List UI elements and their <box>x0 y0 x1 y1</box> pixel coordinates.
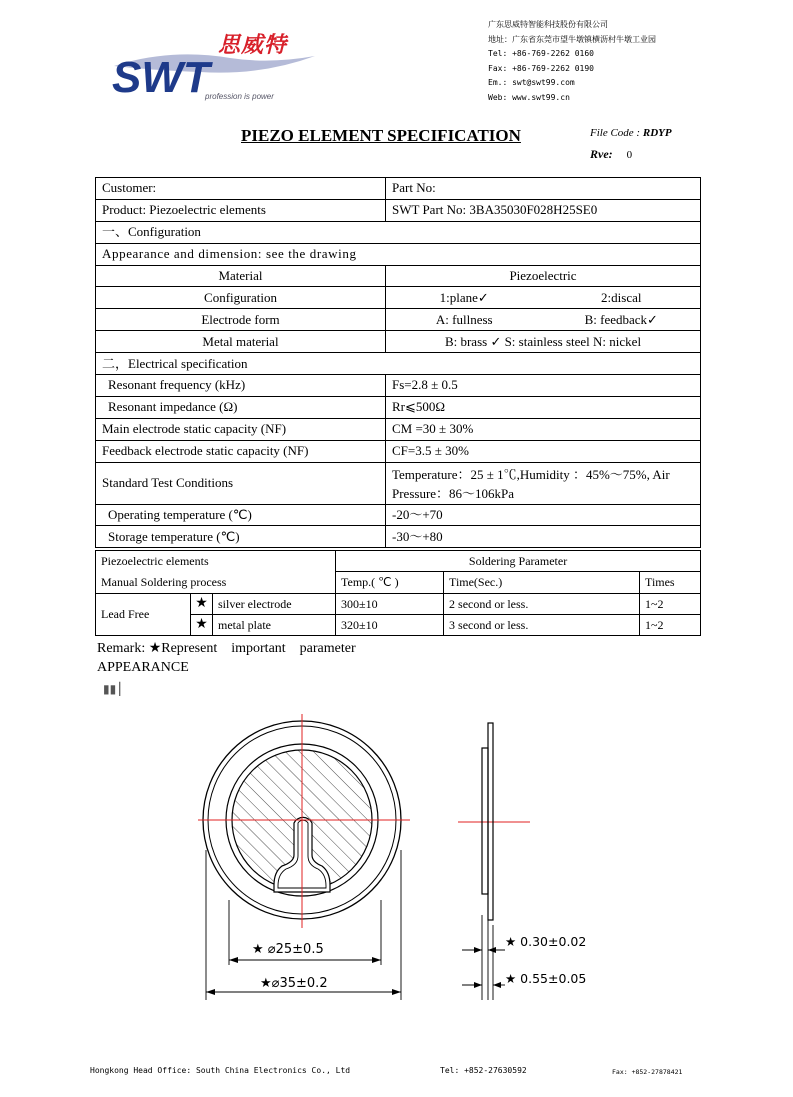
table-row <box>96 331 701 353</box>
solder-time: 3 second or less. <box>444 614 640 635</box>
piezo-drawing <box>0 700 793 1020</box>
solder-times: 1~2 <box>640 614 701 635</box>
table-row <box>96 221 701 243</box>
table-row <box>96 551 701 572</box>
footer-tel: Tel: +852-27630592 <box>440 1066 527 1075</box>
section-electrical: 二，Electrical specification <box>96 353 701 375</box>
table-row <box>96 440 701 462</box>
arrow-icon <box>493 982 501 988</box>
piezo-elements-label: Piezoelectric elements <box>96 551 336 572</box>
table-row <box>96 287 701 309</box>
config-option-plane: 1:plane✓ <box>386 287 543 309</box>
arrow-icon <box>474 947 482 953</box>
table-row <box>96 309 701 331</box>
spec-value: Fs=2.8 ± 0.5 <box>386 375 701 397</box>
table-row <box>96 526 701 548</box>
appearance-heading: APPEARANCE <box>97 660 189 675</box>
logo-text: SWT <box>112 53 210 102</box>
solder-temp: 300±10 <box>336 593 444 614</box>
revision-value: 0 <box>626 149 633 161</box>
config-option-discal: 2:discal <box>543 287 701 309</box>
metal-label: Metal material <box>96 331 386 353</box>
table-row <box>96 572 701 593</box>
electrode-option-fullness: A: fullness <box>386 309 543 331</box>
electrode-label: Electrode form <box>96 309 386 331</box>
storage-temp-value: -30～+80 <box>386 526 701 548</box>
file-code <box>590 127 672 139</box>
logo-tagline: profession is power <box>205 92 274 101</box>
dim-thickness-1: ★ 0.30±0.02 <box>505 934 587 949</box>
company-tel: Tel: +86-769-2262 0160 <box>488 49 594 58</box>
spec-table <box>95 177 701 548</box>
standard-test-label: Standard Test Conditions <box>96 462 386 504</box>
electrode-option-feedback: B: feedback✓ <box>543 309 701 331</box>
arrow-icon <box>392 989 401 995</box>
soldering-table <box>95 550 701 636</box>
logo-chinese: 思威特 <box>218 33 288 58</box>
spec-value: CM =30 ± 30% <box>386 418 701 440</box>
file-code-label: File Code : <box>590 127 641 139</box>
file-code-value: RDYP <box>642 127 672 139</box>
arrow-icon <box>488 947 496 953</box>
table-row <box>96 593 701 614</box>
spec-label: Resonant impedance (Ω) <box>96 396 386 418</box>
company-name: 广东思威特智能科技股份有限公司 <box>488 20 608 29</box>
footer-fax: Fax: +852-27878421 <box>612 1068 683 1076</box>
operating-temp-label: Operating temperature (℃) <box>96 504 386 526</box>
arrow-icon <box>372 957 381 963</box>
spec-label: Main electrode static capacity (NF) <box>96 418 386 440</box>
table-row <box>96 396 701 418</box>
part-no-label: Part No: <box>386 178 701 200</box>
manual-soldering-label: Manual Soldering process <box>96 572 336 593</box>
spec-value: Rr⩽500Ω <box>386 396 701 418</box>
material-value: Piezoelectric <box>386 265 701 287</box>
storage-temp-label: Storage temperature (℃) <box>96 526 386 548</box>
operating-temp-value: -20～+70 <box>386 504 701 526</box>
spec-label: Resonant frequency (kHz) <box>96 375 386 397</box>
table-row <box>96 504 701 526</box>
soldering-parameter-header: Soldering Parameter <box>336 551 701 572</box>
col-times: Times <box>640 572 701 593</box>
company-email: Em.: swt@swt99.com <box>488 78 575 87</box>
table-row <box>96 178 701 200</box>
material-label: Material <box>96 265 386 287</box>
table-row <box>96 462 701 504</box>
table-row <box>96 243 701 265</box>
section-configuration: 一、Configuration <box>96 221 701 243</box>
dim-inner-diameter: ★ ⌀25±0.5 <box>252 942 324 957</box>
company-info <box>488 18 656 105</box>
table-row <box>96 199 701 221</box>
solder-item: silver electrode <box>213 593 336 614</box>
metal-value: B: brass ✓ S: stainless steel N: nickel <box>386 331 701 353</box>
dim-thickness-2: ★ 0.55±0.05 <box>505 971 587 986</box>
company-fax: Fax: +86-769-2262 0190 <box>488 63 594 73</box>
table-row <box>96 375 701 397</box>
config-label: Configuration <box>96 287 386 309</box>
col-temp: Temp.( ℃ ) <box>336 572 444 593</box>
arrow-icon <box>229 957 238 963</box>
remark: Remark: ★Represent important parameter <box>97 641 356 656</box>
footer-office: Hongkong Head Office: South China Electronics Co., Ltd <box>90 1066 351 1075</box>
spec-value: CF=3.5 ± 30% <box>386 440 701 462</box>
company-web: Web: www.swt99.cn <box>488 92 570 102</box>
solder-time: 2 second or less. <box>444 593 640 614</box>
product-label: Product: Piezoelectric elements <box>96 199 386 221</box>
arrow-icon <box>206 989 215 995</box>
spec-label: Feedback electrode static capacity (NF) <box>96 440 386 462</box>
dim-outer-diameter: ★⌀35±0.2 <box>260 976 328 991</box>
standard-test-value: Temperature：25 ± 1℃,Humidity ：45%～75%, Air Pressure：86～106kPa <box>386 462 701 504</box>
appearance-line: Appearance and dimension: see the drawing <box>96 243 701 265</box>
table-row <box>96 265 701 287</box>
revision-label: Rve: <box>590 147 613 161</box>
customer-label: Customer: <box>96 178 386 200</box>
star-icon: ★ <box>191 614 213 635</box>
solder-times: 1~2 <box>640 593 701 614</box>
cursor-glyph-icon: ▮▮ ▏ <box>103 682 129 696</box>
side-view-ceramic <box>482 748 488 894</box>
swt-part-no: SWT Part No: 3BA35030F028H25SE0 <box>386 199 701 221</box>
table-row <box>96 353 701 375</box>
document-title: PIEZO ELEMENT SPECIFICATION <box>241 126 521 145</box>
table-row <box>96 418 701 440</box>
lead-free-label: Lead Free <box>96 593 191 636</box>
company-address: 地址：广东省东莞市望牛墩镇横沥村牛墩工业园 <box>488 34 656 44</box>
revision <box>590 147 632 162</box>
arrow-icon <box>474 982 482 988</box>
col-time: Time(Sec.) <box>444 572 640 593</box>
solder-temp: 320±10 <box>336 614 444 635</box>
star-icon: ★ <box>191 593 213 614</box>
solder-item: metal plate <box>213 614 336 635</box>
